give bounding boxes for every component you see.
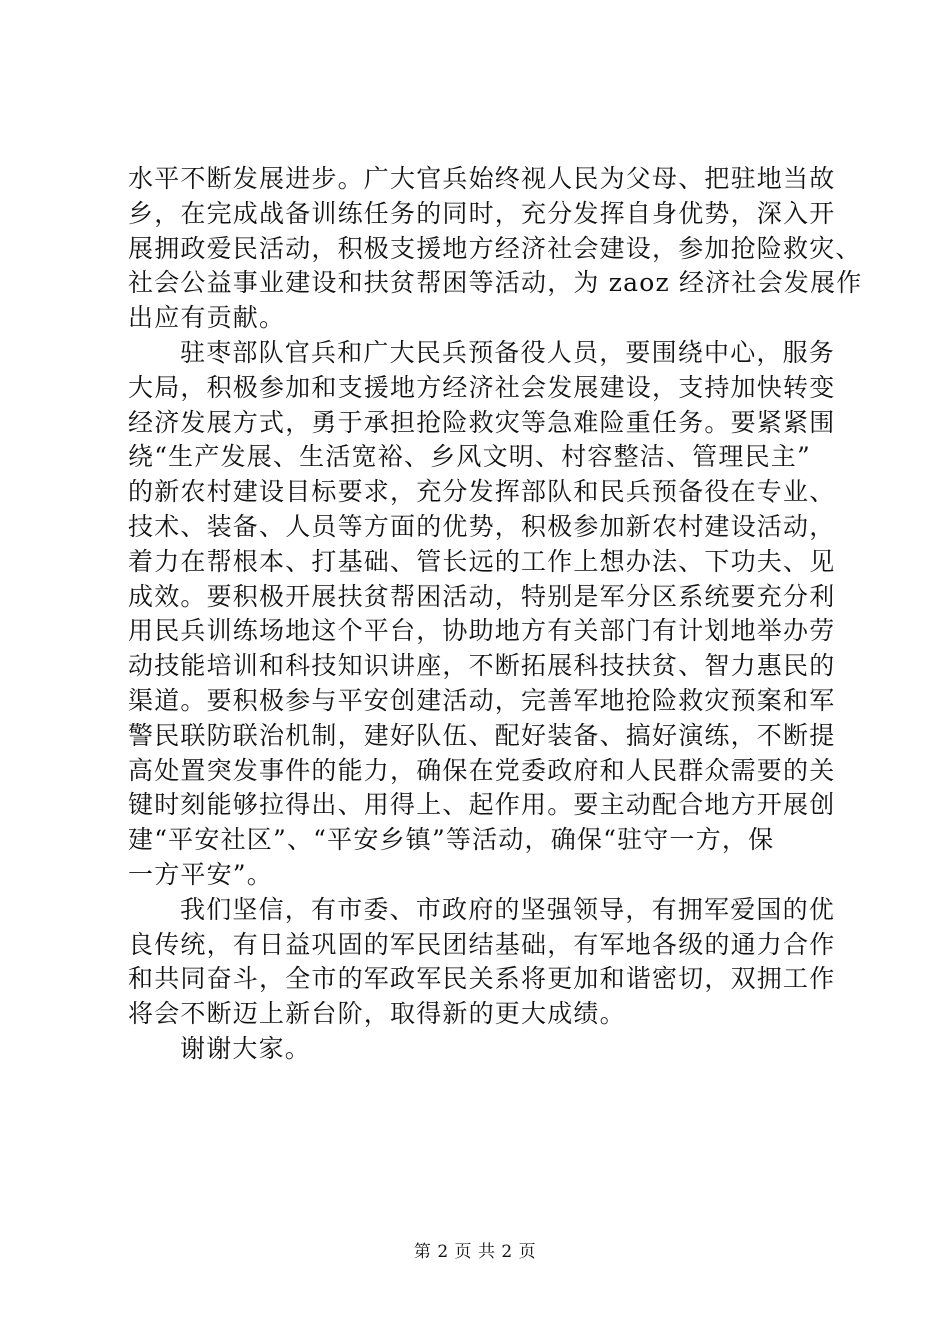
text-line: 成效。要积极开展扶贫帮困活动，特别是军分区系统要充分利 — [128, 581, 836, 611]
text-line: 乡，在完成战备训练任务的同时，充分发挥自身优势，深入开 — [128, 198, 836, 228]
text-line: 大局，积极参加和支援地方经济社会发展建设，支持加快转变 — [128, 372, 836, 402]
text-line: 动技能培训和科技知识讲座，不断拓展科技扶贫、智力惠民的 — [128, 651, 836, 681]
paragraph-start-line: 我们坚信，有市委、市政府的坚强领导，有拥军爱国的优 — [180, 894, 836, 924]
text-line: 技术、装备、人员等方面的优势，积极参加新农村建设活动， — [128, 511, 836, 541]
text-line: 高处置突发事件的能力，确保在党委政府和人民群众需要的关 — [128, 755, 836, 785]
text-line: 展拥政爱民活动，积极支援地方经济社会建设，参加抢险救灾、 — [128, 233, 862, 263]
text-line: 的新农村建设目标要求，充分发挥部队和民兵预备役在专业、 — [128, 477, 836, 507]
text-line: 将会不断迈上新台阶，取得新的更大成绩。 — [128, 999, 626, 1029]
text-line: 渠道。要积极参与平安创建活动，完善军地抢险救灾预案和军 — [128, 685, 836, 715]
document-body — [128, 162, 863, 1067]
text-line: 键时刻能够拉得出、用得上、起作用。要主动配合地方开展创 — [128, 790, 836, 820]
text-line: 经济发展方式，勇于承担抢险救灾等急难险重任务。要紧紧围 — [128, 407, 836, 437]
text-line: 出应有贡献。 — [128, 303, 286, 333]
closing-line: 谢谢大家。 — [180, 1033, 312, 1063]
text-line: 建“平安社区”、“平安乡镇”等活动，确保“驻守一方，保 — [128, 825, 775, 855]
text-line: 社会公益事业建设和扶贫帮困等活动，为 zaoz 经济社会发展作 — [128, 268, 863, 298]
text-line: 警民联防联治机制，建好队伍、配好装备、搞好演练，不断提 — [128, 720, 836, 750]
text-line: 着力在帮根本、打基础、管长远的工作上想办法、下功夫、见 — [128, 546, 836, 576]
text-line: 和共同奋斗，全市的军政军民关系将更加和谐密切，双拥工作 — [128, 964, 836, 994]
text-line: 绕“生产发展、生活宽裕、乡风文明、村容整洁、管理民主” — [128, 442, 811, 472]
text-line: 水平不断发展进步。广大官兵始终视人民为父母、把驻地当故 — [128, 164, 836, 193]
text-line: 用民兵训练场地这个平台，协助地方有关部门有计划地举办劳 — [128, 616, 836, 646]
text-line: 良传统，有日益巩固的军民团结基础，有军地各级的通力合作 — [128, 929, 836, 959]
paragraph-start-line: 驻枣部队官兵和广大民兵预备役人员，要围绕中心，服务 — [180, 337, 836, 367]
page-footer: 第 2 页 共 2 页 — [413, 1242, 537, 1262]
text-line: 一方平安”。 — [128, 859, 273, 889]
